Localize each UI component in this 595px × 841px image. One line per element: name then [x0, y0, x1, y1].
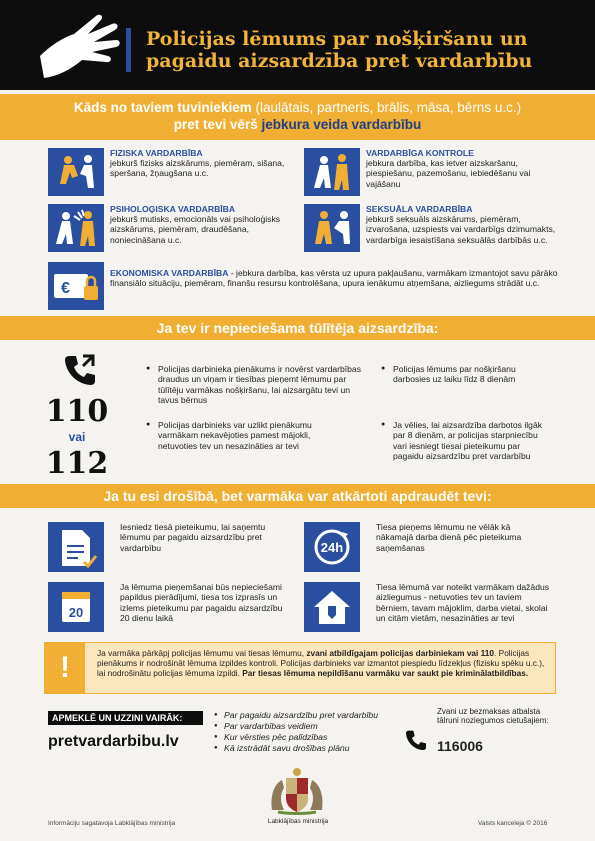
- clock-24h-icon: [304, 522, 360, 572]
- safe-step: Tiesa lēmumā var noteikt varmākam dažādus aizliegumus - netuvoties tev un taviem bērniem, tavam mājoklim, darba vietai, skolai un citām vietām, nesazināties ar tevi: [376, 582, 550, 623]
- safe-step: Tiesa pieņems lēmumu ne vēlāk kā nākamajā darba dienā pēc pieteikuma saņemšanas: [376, 522, 522, 553]
- svg-text:€: €: [61, 280, 70, 297]
- violence-type-title: FIZISKA VARDARBĪBA: [110, 148, 203, 158]
- urgent-bullet: ● Policijas darbinieks var uzlikt pienākumu varmākam nekavējoties pamest mājokli, netuvoties tev un nesazināties ar tevi: [146, 420, 346, 451]
- violence-type-physical: [110, 148, 290, 179]
- warning-t3: . Policijas pienākums ir nodrošināt lēmuma izpildes kontroli. Policijas darbinieks var izmantot piespiedu līdzekļus (fizisku spēku u.c.), lai nodrošinātu policijas lēmuma izpildi.: [97, 648, 545, 679]
- safe-step: Iesniedz tiesā pieteikumu, lai saņemtu lēmumu par pagaidu aizsardzību pret vardarbību: [120, 522, 266, 553]
- safe-step: Ja lēmuma pieņemšanai būs nepieciešami papildus pierādījumi, tiesa tos izprasīs un izlems pieteikumu par pagaidu aizsardzību 20 dienu laikā: [120, 582, 283, 623]
- sexual-violence-icon: [304, 204, 360, 252]
- warning-t4: Par tiesas lēmuma nepildīšanu varmāku var saukt pie kriminālatbildības.: [242, 668, 529, 679]
- info-link[interactable]: ● Par pagaidu aizsardzību pret vardarbību: [214, 710, 378, 721]
- calendar-icon: [48, 582, 104, 632]
- footer-prepared-by: Informāciju sagatavoja Labklājības ministrija: [48, 820, 176, 827]
- urgent-bullet: ● Policijas darbinieka pienākums ir novērst vardarbības draudus un viņam ir tiesības pieņemt lēmumu par tūlītēju varmākas nošķiršanu, lai aizsargātu tevi un tavus bērnus: [146, 364, 366, 405]
- violence-type-text: jebkura darbība, kas ietver aizskaršanu, piespiešanu, pazemošanu, iebiedēšanu vai vajāšanu: [366, 158, 531, 189]
- violence-type-text: jebkurš mutisks, emocionāls vai psiholoģisks aizskārums, piemēram, draudēšana, noniecināšana u.c.: [110, 214, 281, 245]
- clock-24h-label: 24h: [320, 540, 344, 555]
- home-shield-icon: [304, 582, 360, 632]
- safe-heading: Ja tu esi drošībā, bet varmāka var atkārtoti apdraudēt tevi:: [0, 484, 595, 508]
- footer-copyright: Valsts kanceleja © 2016: [478, 820, 548, 827]
- warning-text: [97, 648, 551, 678]
- physical-violence-icon: [48, 148, 104, 196]
- helpline-phone-icon: [404, 728, 428, 752]
- warning-t2: zvani atbildīgajam policijas darbiniekam vai 110: [306, 648, 495, 658]
- warning-box: [44, 642, 556, 694]
- or-label: vai: [68, 430, 86, 444]
- violence-type-economic: [110, 268, 560, 288]
- document-icon: [48, 522, 104, 572]
- more-info-label: APMEKLĒ UN UZZINI VAIRĀK:: [48, 711, 203, 725]
- hand-icon: [38, 12, 122, 80]
- website-link[interactable]: pretvardarbibu.lv: [48, 733, 179, 750]
- intro-band: [0, 94, 595, 140]
- page-title: Policijas lēmums par nošķiršanu un pagaidu aizsardzība pret vardarbību: [146, 28, 533, 72]
- info-link[interactable]: ● Kā izstrādāt savu drošības plānu: [214, 743, 378, 754]
- violence-type-sexual: [366, 204, 556, 245]
- urgent-heading: Ja tev ir nepieciešama tūlītēja aizsardzība:: [0, 316, 595, 340]
- violence-type-title: SEKSUĀLA VARDARBĪBA: [366, 204, 473, 214]
- helpline-text: Zvani uz bezmaksas atbalsta tālruni noziegumos cietušajiem:: [437, 707, 549, 726]
- violence-type-title: PSIHOLOĢISKA VARDARBĪBA: [110, 204, 236, 214]
- helpline-number[interactable]: 116006: [437, 738, 483, 754]
- intro-line1-light: (laulātais, partneris, brālis, māsa, bērns u.c.): [251, 100, 522, 115]
- violence-type-control: [366, 148, 556, 189]
- coat-of-arms-icon: [264, 766, 330, 816]
- violence-type-title: VARDARBĪGA KONTROLE: [366, 148, 474, 158]
- info-link[interactable]: ● Kur vērsties pēc palīdzības: [214, 732, 378, 743]
- control-icon: [304, 148, 360, 196]
- violence-type-psychological: [110, 204, 290, 245]
- violence-type-text: jebkurš fizisks aizskārums, piemēram, sišana, speršana, žņaugšana u.c.: [110, 158, 285, 179]
- intro-line2-pre: pret tevi vērš: [173, 117, 262, 132]
- info-links: [214, 710, 378, 754]
- header: [0, 0, 595, 90]
- violence-type-text: jebkurš seksuāls aizskārums, piemēram, izvarošana, uzspiests vai vardarbīgs dzimumakts, vardarbīga iesaistīšana seksuālās darbībās u.c.: [366, 214, 556, 245]
- intro-line2-highlight: jebkura veida vardarbību: [261, 117, 422, 132]
- psychological-violence-icon: [48, 204, 104, 252]
- emergency-number-110: 110: [45, 394, 109, 429]
- info-link[interactable]: ● Par vardarbības veidiem: [214, 721, 378, 732]
- phone-icon: [62, 352, 98, 388]
- economic-violence-icon: [48, 262, 104, 310]
- header-accent-bar: [126, 28, 131, 72]
- violence-type-title: EKONOMISKA VARDARBĪBA: [110, 268, 229, 278]
- ministry-label: Labklājības ministrija: [267, 818, 329, 825]
- exclamation-icon: !: [45, 643, 85, 693]
- violence-type-text: - jebkura darbība, kas vērsta uz upura pakļaušanu, varmākam izmantojot savu pārāko finansiālo situāciju, piemēram, finanšu resursu kontrolēšana, upura ienākumu atņemšana, aizliegums strādāt u.c.: [110, 268, 558, 289]
- intro-line1-bold: Kāds no taviem tuviniekiem: [73, 100, 252, 115]
- emergency-number-112: 112: [45, 446, 109, 481]
- urgent-bullet: ● Policijas lēmums par nošķiršanu darbosies uz laiku līdz 8 dienām: [381, 364, 551, 385]
- calendar-label: 20: [68, 605, 84, 620]
- urgent-bullet: ● Ja vēlies, lai aizsardzība darbotos ilgāk par 8 dienām, ar policijas starpniecību vari iesniegt tiesai pieteikumu par pagaidu aizsardzību pret vardarbību: [381, 420, 551, 461]
- warning-t1: Ja varmāka pārkāpj policijas lēmumu vai tiesas lēmumu,: [97, 648, 307, 658]
